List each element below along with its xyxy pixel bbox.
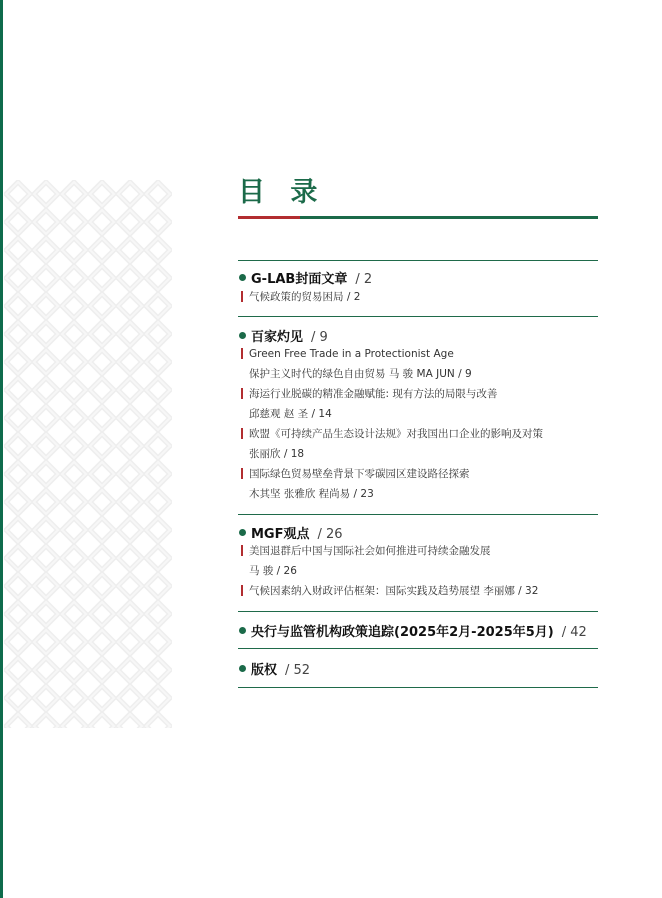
- toc-entry[interactable]: [238, 541, 608, 581]
- section-title: MGF观点: [251, 527, 310, 542]
- title-underline: [238, 214, 598, 222]
- bullet-dot-icon: [239, 627, 246, 634]
- section-title: 版权: [251, 663, 278, 678]
- section-divider: [238, 648, 598, 649]
- red-marker-icon: [241, 291, 243, 302]
- section-title: 央行与监管机构政策追踪(2025年2月-2025年5月): [251, 625, 554, 640]
- bullet-dot-icon: [239, 274, 246, 281]
- section-divider: [238, 514, 598, 515]
- toc-entry[interactable]: [238, 424, 608, 464]
- toc-section-heading[interactable]: [238, 326, 608, 344]
- toc-section-mgf: [238, 523, 608, 601]
- red-marker-icon: [241, 348, 243, 359]
- red-marker-icon: [241, 545, 243, 556]
- toc-section-heading[interactable]: [238, 523, 608, 541]
- toc-entry[interactable]: [238, 344, 608, 384]
- red-marker-icon: [241, 585, 243, 596]
- section-title: 百家灼见: [251, 330, 304, 345]
- section-page: / 26: [317, 527, 343, 542]
- entry-title: 美国退群后中国与国际社会如何推进可持续金融发展: [249, 545, 491, 557]
- left-edge-bar: [0, 0, 3, 898]
- toc-entry[interactable]: [238, 581, 608, 601]
- section-title: G-LAB封面文章: [251, 272, 348, 287]
- toc-entry[interactable]: [238, 464, 608, 504]
- entry-title: 气候政策的贸易困局 / 2: [249, 291, 361, 303]
- section-page: / 9: [311, 330, 328, 345]
- red-marker-icon: [241, 468, 243, 479]
- entry-author: 邱慈观 赵 圣 / 14: [249, 408, 332, 420]
- toc-section-heading[interactable]: [238, 268, 608, 286]
- entry-title: 气候因素纳入财政评估框架：国际实践及趋势展望 李丽娜 / 32: [249, 585, 539, 597]
- entry-title: 海运行业脱碳的精准金融赋能: 现有方法的局限与改善: [249, 388, 498, 400]
- red-marker-icon: [241, 428, 243, 439]
- toc-entry[interactable]: [238, 384, 608, 424]
- section-divider: [238, 260, 598, 261]
- section-divider: [238, 611, 598, 612]
- toc-section-glab: [238, 268, 608, 307]
- entry-author: 张丽欣 / 18: [249, 448, 305, 460]
- toc-section-heading[interactable]: [238, 659, 608, 677]
- red-marker-icon: [241, 388, 243, 399]
- bullet-dot-icon: [239, 665, 246, 672]
- entry-author: 保护主义时代的绿色自由贸易 马 骏 MA JUN / 9: [249, 368, 472, 380]
- entry-author: 木其坚 张雅欣 程尚易 / 23: [249, 488, 374, 500]
- entry-title: Green Free Trade in a Protectionist Age: [249, 348, 454, 360]
- entry-author: 马 骏 / 26: [249, 565, 297, 577]
- page-title: 目 录: [238, 177, 326, 208]
- section-divider: [238, 687, 598, 688]
- section-divider: [238, 316, 598, 317]
- section-page: / 2: [355, 272, 373, 287]
- section-page: / 42: [561, 625, 587, 640]
- bullet-dot-icon: [239, 529, 246, 536]
- toc-section-baijia: [238, 326, 608, 504]
- entry-title: 欧盟《可持续产品生态设计法规》对我国出口企业的影响及对策: [249, 428, 543, 440]
- toc-entry[interactable]: [238, 287, 608, 307]
- section-page: / 52: [285, 663, 311, 678]
- toc-section-heading[interactable]: [238, 621, 608, 639]
- decorative-lattice-pattern: [4, 180, 172, 728]
- entry-title: 国际绿色贸易壁垒背景下零碳园区建设路径探索: [249, 468, 470, 480]
- toc-section-policy-tracking: [238, 621, 608, 639]
- bullet-dot-icon: [239, 332, 246, 339]
- toc-section-copyright: [238, 659, 608, 677]
